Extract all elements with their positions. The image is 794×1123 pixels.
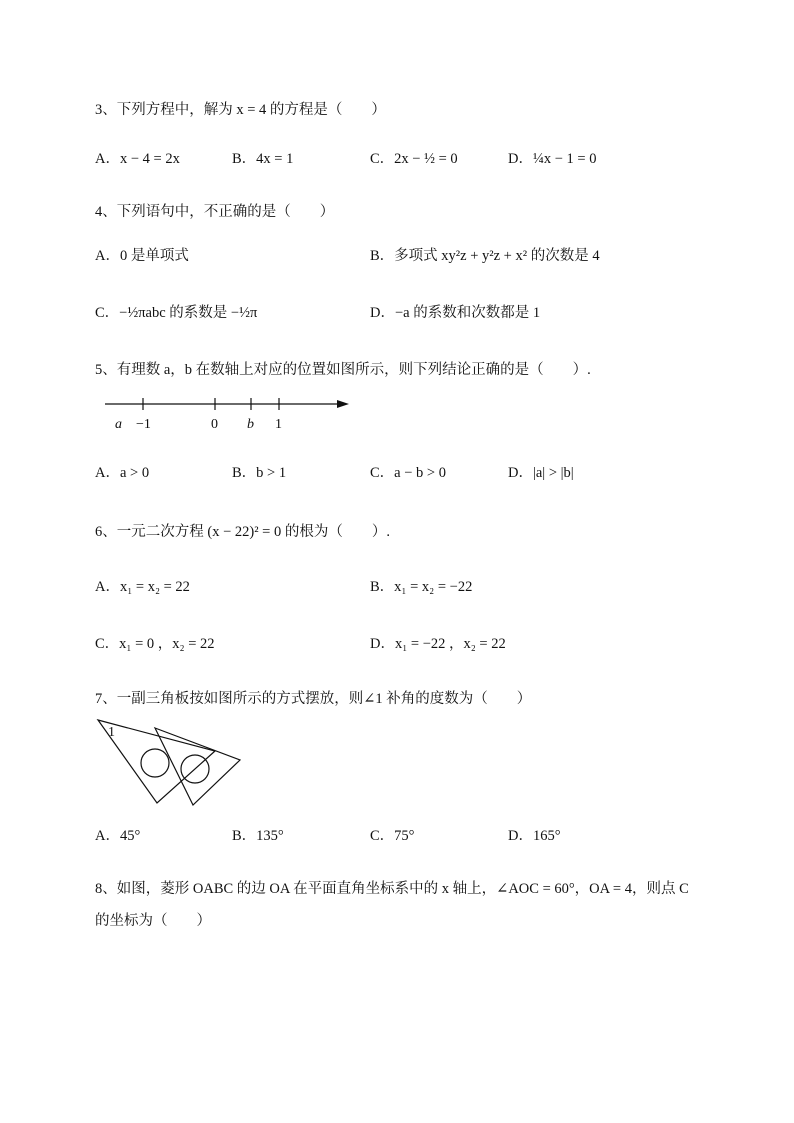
number-line-label-a: a (115, 417, 122, 432)
q5-option-b: B．b > 1 (232, 465, 287, 481)
q6-option-a: A．x₁ = x₂ = 22 (95, 579, 190, 595)
question-4-options-row1 (95, 245, 704, 267)
q6-option-d: D．x₁ = −22 ，x₂ = 22 (370, 636, 506, 652)
left-triangle (98, 720, 215, 803)
q6-option-b: B．x₁ = x₂ = −22 (370, 579, 473, 595)
question-7-stem: 7、一副三角板按如图所示的方式摆放，则∠1 补角的度数为（ ） (95, 691, 532, 707)
question-7-options (95, 825, 704, 847)
q5-option-c: C．a − b > 0 (370, 465, 446, 481)
question-3-stem: 3、下列方程中，解为 x = 4 的方程是（ ） (95, 102, 386, 118)
q4-option-c: C．−½πabc 的系数是 −½π (95, 305, 258, 321)
question-3-options (95, 148, 704, 170)
number-line-label-minus1: −1 (136, 417, 151, 432)
q4-option-b: B．多项式 xy²z + y²z + x² 的次数是 4 (370, 248, 600, 264)
q4-option-d: D．−a 的系数和次数都是 1 (370, 305, 541, 321)
question-4-options-row2 (95, 302, 704, 324)
q7-option-b: B．135° (232, 828, 284, 844)
q3-option-c: C．2x − ½ = 0 (370, 151, 458, 167)
q3-option-d: D．¼x − 1 = 0 (508, 151, 597, 167)
q7-option-a: A．45° (95, 828, 141, 844)
q5-option-a: A．a > 0 (95, 465, 150, 481)
question-5-options (95, 462, 704, 484)
q3-option-b: B．4x = 1 (232, 151, 294, 167)
question-6-options-row1 (95, 576, 704, 598)
q6-option-c: C．x₁ = 0 ，x₂ = 22 (95, 636, 215, 652)
q4-option-a: A．0 是单项式 (95, 248, 189, 264)
triangle-rulers-figure (95, 715, 245, 811)
q7-option-c: C．75° (370, 828, 415, 844)
q5-option-d: D．|a| > |b| (508, 465, 574, 481)
number-line-figure (103, 392, 353, 434)
question-5-stem: 5、有理数 a，b 在数轴上对应的位置如图所示，则下列结论正确的是（ ）. (95, 362, 591, 378)
angle-1-label: 1 (108, 725, 115, 740)
question-8-stem: 8、如图，菱形 OABC 的边 OA 在平面直角坐标系中的 x 轴上，∠AOC = 60°，OA = 4，则点 C 的坐标为（ ） (95, 881, 689, 929)
question-6-options-row2 (95, 633, 704, 655)
q3-option-a: A．x − 4 = 2x (95, 151, 180, 167)
question-6-stem: 6、一元二次方程 (x − 22)² = 0 的根为（ ）. (95, 524, 390, 540)
number-line-label-b: b (247, 417, 254, 432)
q7-option-d: D．165° (508, 828, 561, 844)
number-line-label-zero: 0 (211, 417, 218, 432)
question-4-stem: 4、下列语句中，不正确的是（ ） (95, 204, 335, 220)
arrowhead-icon (337, 400, 349, 408)
left-circle (141, 749, 169, 777)
number-line-label-one: 1 (275, 417, 282, 432)
